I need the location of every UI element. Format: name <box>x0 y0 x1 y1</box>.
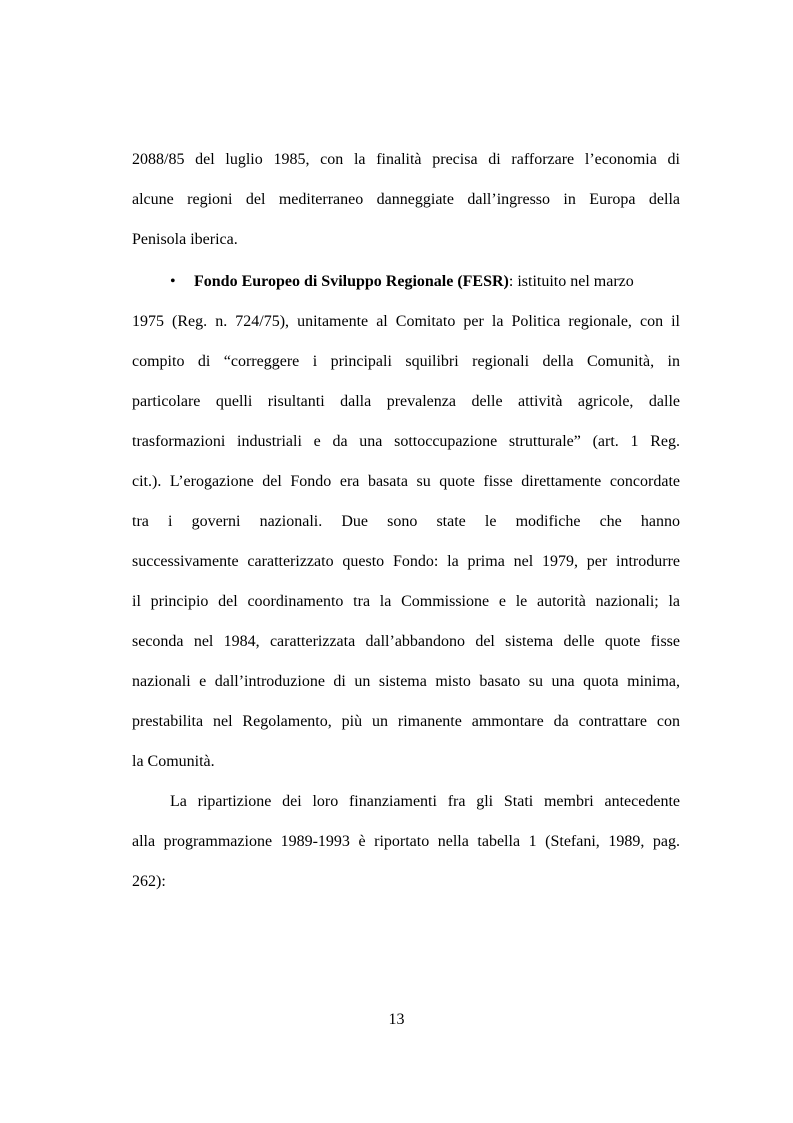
text-line: seconda nel 1984, caratterizzata dall’abbandono del sistema delle quote fisse <box>132 633 680 650</box>
paragraph-first-line: La ripartizione dei loro finanziamenti fra gli Stati membri antecedente <box>170 793 680 810</box>
bullet-first-line <box>194 272 680 292</box>
text-line: il principio del coordinamento tra la Commissione e le autorità nazionali; la <box>132 593 680 610</box>
text-line: Penisola iberica. <box>132 231 238 248</box>
text-line: particolare quelli risultanti dalla prevalenza delle attività agricole, dalle <box>132 393 680 410</box>
fund-term: Fondo Europeo di Sviluppo Regionale (FESR) <box>194 273 509 290</box>
text-line: prestabilita nel Regolamento, più un rimanente ammontare da contrattare con <box>132 713 680 730</box>
text-line: compito di “correggere i principali squilibri regionali della Comunità, in <box>132 353 680 370</box>
bullet-marker: • <box>170 273 176 290</box>
text-line: 262): <box>132 873 166 890</box>
text-line: alcune regioni del mediterraneo danneggiate dall’ingresso in Europa della <box>132 191 680 208</box>
text-line: nazionali e dall’introduzione di un sistema misto basato su una quota minima, <box>132 673 680 690</box>
text-line: successivamente caratterizzato questo Fondo: la prima nel 1979, per introdurre <box>132 553 680 570</box>
text-line: tra i governi nazionali. Due sono state le modifiche che hanno <box>132 513 680 530</box>
text-line: 2088/85 del luglio 1985, con la finalità precisa di rafforzare l’economia di <box>132 151 680 168</box>
text-line: trasformazioni industriali e da una sottoccupazione strutturale” (art. 1 Reg. <box>132 433 680 450</box>
text-line: cit.). L’erogazione del Fondo era basata su quote fisse direttamente concordate <box>132 473 680 490</box>
text-line: la Comunità. <box>132 753 215 770</box>
page-number: 13 <box>388 1011 405 1028</box>
text-line: 1975 (Reg. n. 724/75), unitamente al Comitato per la Politica regionale, con il <box>132 313 680 330</box>
text-line: alla programmazione 1989-1993 è riportato nella tabella 1 (Stefani, 1989, pag. <box>132 833 680 850</box>
text-line: : istituito nel marzo <box>508 273 634 290</box>
